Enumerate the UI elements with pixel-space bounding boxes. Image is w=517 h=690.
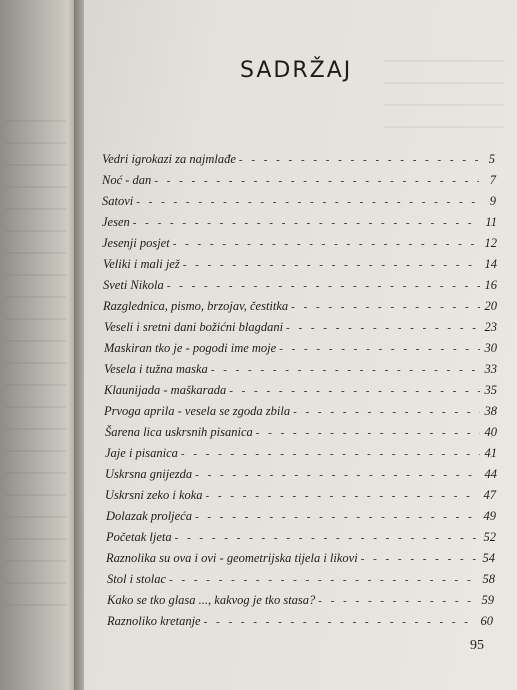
toc-entry-title: Noć - dan	[102, 173, 152, 187]
toc-entry-page: 23	[484, 320, 497, 334]
toc-entry-page: 38	[484, 404, 497, 418]
toc-entry-title: Jaje i pisanica	[105, 446, 178, 460]
toc-dot-leader	[293, 406, 480, 418]
toc-dot-leader	[286, 322, 480, 334]
toc-entry-page: 9	[489, 194, 496, 208]
toc-dot-leader	[229, 385, 480, 397]
toc-dot-leader	[167, 280, 480, 292]
toc-dot-leader	[206, 490, 479, 502]
toc-entry-page: 60	[480, 614, 493, 628]
toc-entry-page: 30	[484, 341, 497, 355]
toc-entry	[104, 404, 497, 422]
toc-dot-leader	[211, 364, 480, 376]
toc-entry	[107, 572, 495, 590]
toc-dot-leader	[195, 469, 480, 481]
toc-entry-title: Raznolika su ova i ovi - geometrijska tijela i likovi	[106, 551, 358, 565]
toc-dot-leader	[279, 343, 480, 355]
toc-entry	[105, 425, 497, 443]
toc-entry-title: Početak ljeta	[106, 530, 172, 544]
toc-entry	[107, 593, 494, 611]
toc-entry	[105, 488, 496, 506]
toc-entry	[105, 467, 497, 485]
toc-entry-title: Stol i stolac	[107, 572, 167, 586]
toc-entry	[104, 320, 497, 338]
toc-entry-page: 54	[482, 551, 495, 565]
toc-entry	[103, 299, 497, 317]
toc-entry-title: Kako se tko glasa ..., kakvog je tko stasa?	[107, 593, 316, 607]
toc-entry	[102, 194, 496, 212]
toc-entry-page: 59	[481, 593, 494, 607]
toc-entry-page: 52	[483, 530, 496, 544]
toc-entry	[104, 383, 497, 401]
toc-entry-page: 44	[484, 467, 497, 481]
toc-entry-title: Šarena lica uskrsnih pisanica	[105, 425, 253, 439]
toc-dot-leader	[318, 595, 477, 607]
toc-dot-leader	[195, 511, 479, 523]
toc-entry-title: Jesen	[102, 215, 130, 229]
toc-entry-page: 20	[484, 299, 497, 313]
toc-entry-title: Razglednica, pismo, brzojav, čestitka	[103, 299, 289, 313]
toc-entry-page: 16	[484, 278, 497, 292]
toc-entry	[103, 257, 497, 275]
toc-entry	[106, 509, 496, 527]
toc-entry-title: Maskiran tko je - pogodi ime moje	[104, 341, 277, 355]
toc-dot-leader	[173, 238, 480, 250]
toc-entry-title: Dolazak proljeća	[106, 509, 192, 523]
toc-entry-page: 11	[485, 215, 497, 229]
toc-dot-leader	[154, 175, 479, 187]
toc-entry-title: Klaunijada - maškarada	[104, 383, 227, 397]
toc-dot-leader	[239, 154, 478, 166]
toc-dot-leader	[256, 427, 480, 439]
toc-dot-leader	[361, 553, 478, 565]
toc-dot-leader	[291, 301, 480, 313]
toc-entry	[102, 173, 496, 191]
toc-dot-leader	[136, 196, 479, 208]
toc-dot-leader	[175, 532, 479, 544]
toc-entry-page: 14	[484, 257, 497, 271]
toc-entry-title: Veliki i mali jež	[103, 257, 180, 271]
page-number: 95	[470, 638, 484, 653]
toc-entry-title: Prvoga aprila - vesela se zgoda zbila	[104, 404, 291, 418]
toc-entry-title: Jesenji posjet	[102, 236, 170, 250]
toc-entry-title: Uskrsni zeko i koka	[105, 488, 203, 502]
toc-entry-page: 41	[484, 446, 497, 460]
toc-entry-page: 5	[488, 152, 495, 166]
toc-entry-page: 40	[484, 425, 497, 439]
toc-entry	[102, 215, 497, 233]
toc-entry-title: Uskrsna gnijezda	[105, 467, 193, 481]
toc-entry-page: 47	[483, 488, 496, 502]
toc-entry	[104, 341, 497, 359]
toc-entry-title: Veseli i sretni dani božićni blagdani	[104, 320, 284, 334]
toc-dot-leader	[204, 616, 476, 628]
toc-entry-title: Sveti Nikola	[103, 278, 164, 292]
toc-entry-title: Vesela i tužna maska	[104, 362, 208, 376]
toc-entry-page: 33	[484, 362, 497, 376]
toc-dot-leader	[181, 448, 480, 460]
toc-entry-title: Vedri igrokazi za najmlađe	[102, 152, 236, 166]
toc-dot-leader	[133, 217, 480, 229]
toc-entry-page: 35	[484, 383, 497, 397]
toc-entry	[106, 530, 496, 548]
toc-entry	[107, 614, 493, 632]
page-title: SADRŽAJ	[240, 58, 353, 83]
toc-entry-title: Raznoliko kretanje	[107, 614, 201, 628]
toc-entry	[102, 152, 495, 170]
toc-dot-leader	[183, 259, 480, 271]
toc-entry	[106, 551, 495, 569]
toc-dot-leader	[169, 574, 478, 586]
toc-entry-page: 7	[489, 173, 496, 187]
toc-entry-page: 58	[482, 572, 495, 586]
toc-entry-page: 49	[483, 509, 496, 523]
toc-entry	[103, 278, 497, 296]
toc-entry-page: 12	[484, 236, 497, 250]
toc-entry	[104, 362, 497, 380]
toc-entry-title: Satovi	[102, 194, 134, 208]
toc-entry	[105, 446, 497, 464]
toc-entry	[102, 236, 497, 254]
